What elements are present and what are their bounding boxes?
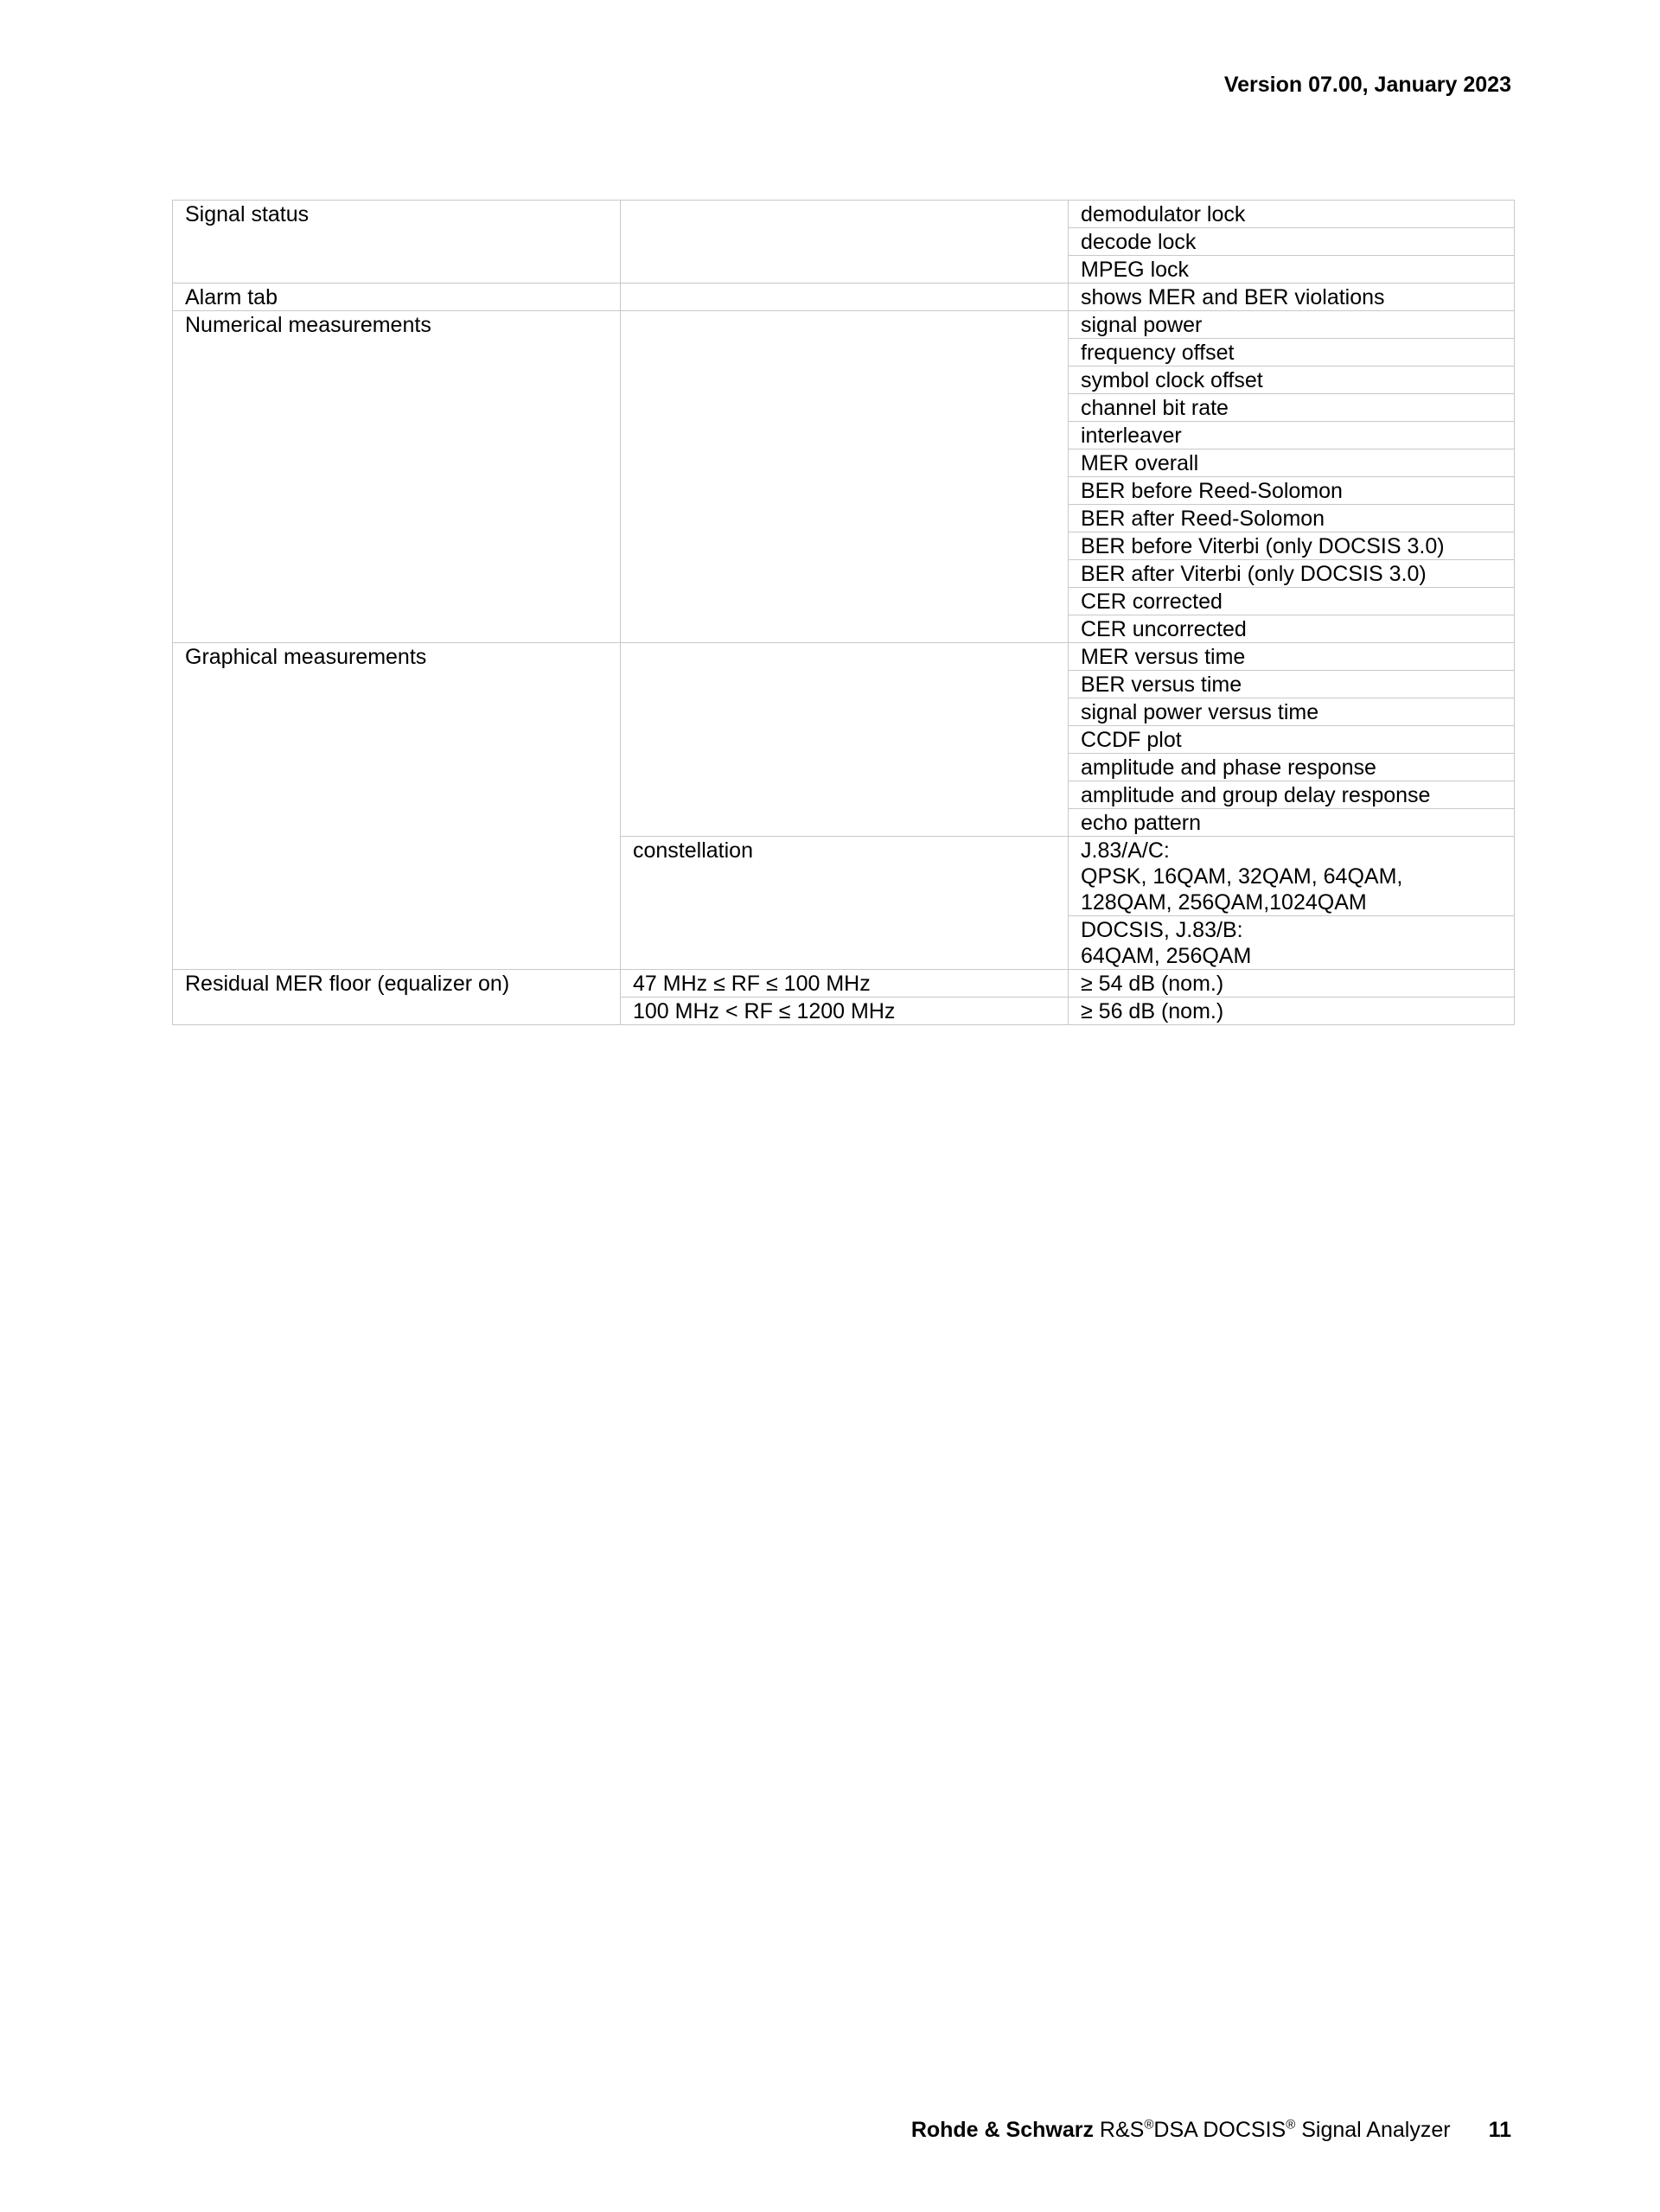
table-row: [173, 970, 1515, 998]
spec-value: shows MER and BER violations: [1069, 284, 1515, 311]
table-row: [173, 643, 1515, 671]
spec-value: BER before Reed-Solomon: [1069, 477, 1515, 505]
spec-value: demodulator lock: [1069, 201, 1515, 228]
spec-value: MER overall: [1069, 449, 1515, 477]
registered-mark: ®: [1286, 2117, 1296, 2132]
spec-value: channel bit rate: [1069, 394, 1515, 422]
empty-cell: [621, 284, 1069, 311]
spec-value: symbol clock offset: [1069, 367, 1515, 394]
row-label-alarm-tab: Alarm tab: [173, 284, 621, 311]
constellation-jc-line1: QPSK, 16QAM, 32QAM, 64QAM,: [1081, 864, 1403, 889]
spec-value: BER before Viterbi (only DOCSIS 3.0): [1069, 532, 1515, 560]
empty-cell: [621, 643, 1069, 837]
spec-value: BER after Reed-Solomon: [1069, 505, 1515, 532]
spec-value-constellation-b: [1069, 916, 1515, 970]
empty-cell: [621, 311, 1069, 643]
constellation-b-line1: 64QAM, 256QAM: [1081, 944, 1252, 968]
table-row: [173, 311, 1515, 339]
spec-value: amplitude and group delay response: [1069, 781, 1515, 809]
frequency-range: 47 MHz ≤ RF ≤ 100 MHz: [621, 970, 1069, 998]
row-label-numerical-measurements: Numerical measurements: [173, 311, 621, 643]
spec-value: MPEG lock: [1069, 256, 1515, 284]
empty-cell: [621, 201, 1069, 284]
spec-value: signal power versus time: [1069, 698, 1515, 726]
registered-mark: ®: [1144, 2117, 1154, 2132]
table-row: [173, 201, 1515, 228]
spec-value: frequency offset: [1069, 339, 1515, 367]
spec-value: BER after Viterbi (only DOCSIS 3.0): [1069, 560, 1515, 588]
spec-value: decode lock: [1069, 228, 1515, 256]
spec-value: ≥ 54 dB (nom.): [1069, 970, 1515, 998]
row-label-residual-mer: Residual MER floor (equalizer on): [173, 970, 621, 1025]
specifications-table: [172, 200, 1515, 1025]
spec-value-constellation-jc: [1069, 837, 1515, 916]
row-label-signal-status: Signal status: [173, 201, 621, 284]
footer-product-suffix: Signal Analyzer: [1295, 2118, 1451, 2142]
page-number: 11: [1488, 2118, 1511, 2142]
spec-value: MER versus time: [1069, 643, 1515, 671]
spec-value: CER uncorrected: [1069, 615, 1515, 643]
spec-value: CCDF plot: [1069, 726, 1515, 754]
spec-value: ≥ 56 dB (nom.): [1069, 998, 1515, 1025]
footer-product-name: DSA DOCSIS: [1153, 2118, 1286, 2142]
frequency-range: 100 MHz < RF ≤ 1200 MHz: [621, 998, 1069, 1025]
constellation-jc-line2: 128QAM, 256QAM,1024QAM: [1081, 890, 1367, 915]
spec-value: BER versus time: [1069, 671, 1515, 698]
spec-value: amplitude and phase response: [1069, 754, 1515, 781]
table-row: [173, 284, 1515, 311]
row-label-graphical-measurements: Graphical measurements: [173, 643, 621, 970]
spec-value: interleaver: [1069, 422, 1515, 449]
constellation-jc-title: J.83/A/C:: [1081, 838, 1170, 863]
spec-value: echo pattern: [1069, 809, 1515, 837]
constellation-b-title: DOCSIS, J.83/B:: [1081, 918, 1243, 942]
footer-product-prefix: R&S: [1099, 2118, 1145, 2142]
spec-value: CER corrected: [1069, 588, 1515, 615]
version-header: Version 07.00, January 2023: [1223, 73, 1511, 97]
spec-value: signal power: [1069, 311, 1515, 339]
sub-label-constellation: constellation: [621, 837, 1069, 970]
page-footer: [911, 2118, 1511, 2143]
footer-company: Rohde & Schwarz: [910, 2118, 1094, 2142]
